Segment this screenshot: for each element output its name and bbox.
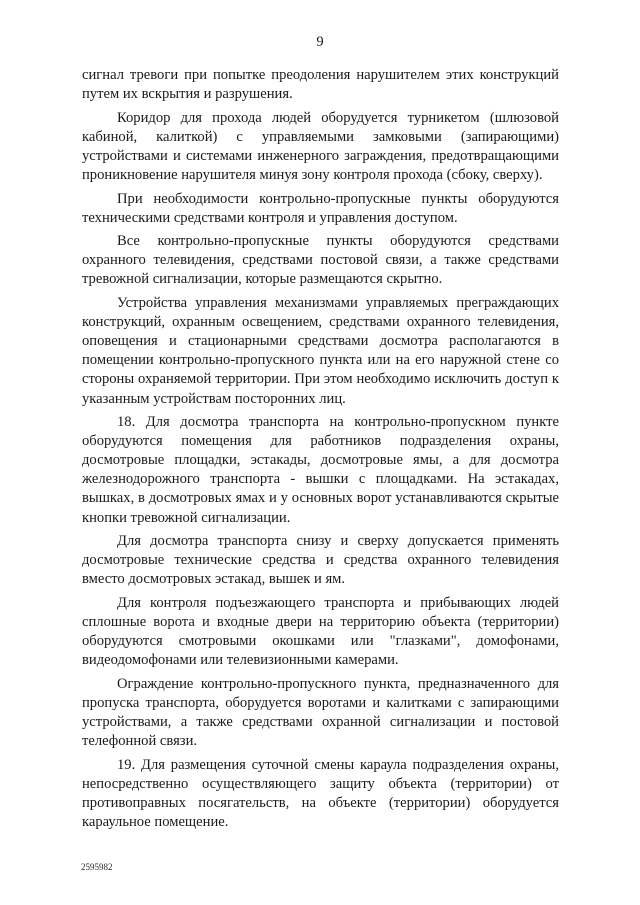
document-body	[82, 66, 559, 837]
paragraph-checkpoint-equipment: Все контрольно-пропускные пункты оборудуются средствами охранного телевидения, средствами постовой связи, а также средствами тревожной сигнализации, которые размещаются скрытно.	[82, 233, 559, 288]
paragraph-gates-viewing: Для контроля подъезжающего транспорта и прибывающих людей сплошные ворота и входные двери на территорию объекта (территории) оборудуются смотровыми окошками или "глазками", домофонами, видеодомофонами или телевизионными камерами.	[82, 594, 559, 669]
paragraph-alarm-signal: сигнал тревоги при попытке преодоления нарушителем этих конструкций путем их вскрытия и разрушения.	[82, 67, 559, 103]
paragraph-checkpoint-fence: Ограждение контрольно-пропускного пункта, предназначенного для пропуска транспорта, оборудуется воротами и калитками с запирающими устройствами, а также средствами охранной сигнализации и постовой телефонной связи.	[82, 675, 559, 750]
paragraph-19-guard-room: 19. Для размещения суточной смены караула подразделения охраны, непосредственно осуществляющего защиту объекта (территории) от противоправных посягательств, на объекте (территории) оборудуется караульное помещение.	[82, 756, 559, 830]
document-code: 2595982	[81, 862, 113, 872]
paragraph-access-control: При необходимости контрольно-пропускные пункты оборудуются техническими средствами контроля и управления доступом.	[82, 190, 559, 226]
paragraph-inspection-alternatives: Для досмотра транспорта снизу и сверху допускается применять досмотровые технические средства и средства охранного телевидения вместо досмотровых эстакад, вышек и ям.	[82, 533, 559, 588]
page-number: 9	[316, 34, 324, 50]
paragraph-18-vehicle-inspection: 18. Для досмотра транспорта на контрольно-пропускном пункте оборудуются помещения для работников подразделения охраны, досмотровые площадки, эстакады, досмотровые ямы, а для досмотра железнодорожного транспорта - вышки с площадками. На эстакадах, вышках, в досмотровых ямах и у основных ворот устанавливаются скрытые кнопки тревожной сигнализации.	[82, 414, 559, 526]
paragraph-corridor-turnstile: Коридор для прохода людей оборудуется турникетом (шлюзовой кабиной, калиткой) с управляемыми замковыми (запирающими) устройствами и системами инженерного заграждения, предотвращающими проникновение нарушителя минуя зону контроля прохода (сбоку, сверху).	[82, 109, 559, 183]
paragraph-control-devices: Устройства управления механизмами управляемых преграждающих конструкций, охранным освещением, средствами охранного телевидения, оповещения и стационарными средствами досмотра располагаются в помещении контрольно-пропускного пункта или на его наружной стене со стороны охраняемой территории. При этом необходимо исключить доступ к указанным устройствам посторонних лиц.	[82, 295, 559, 407]
